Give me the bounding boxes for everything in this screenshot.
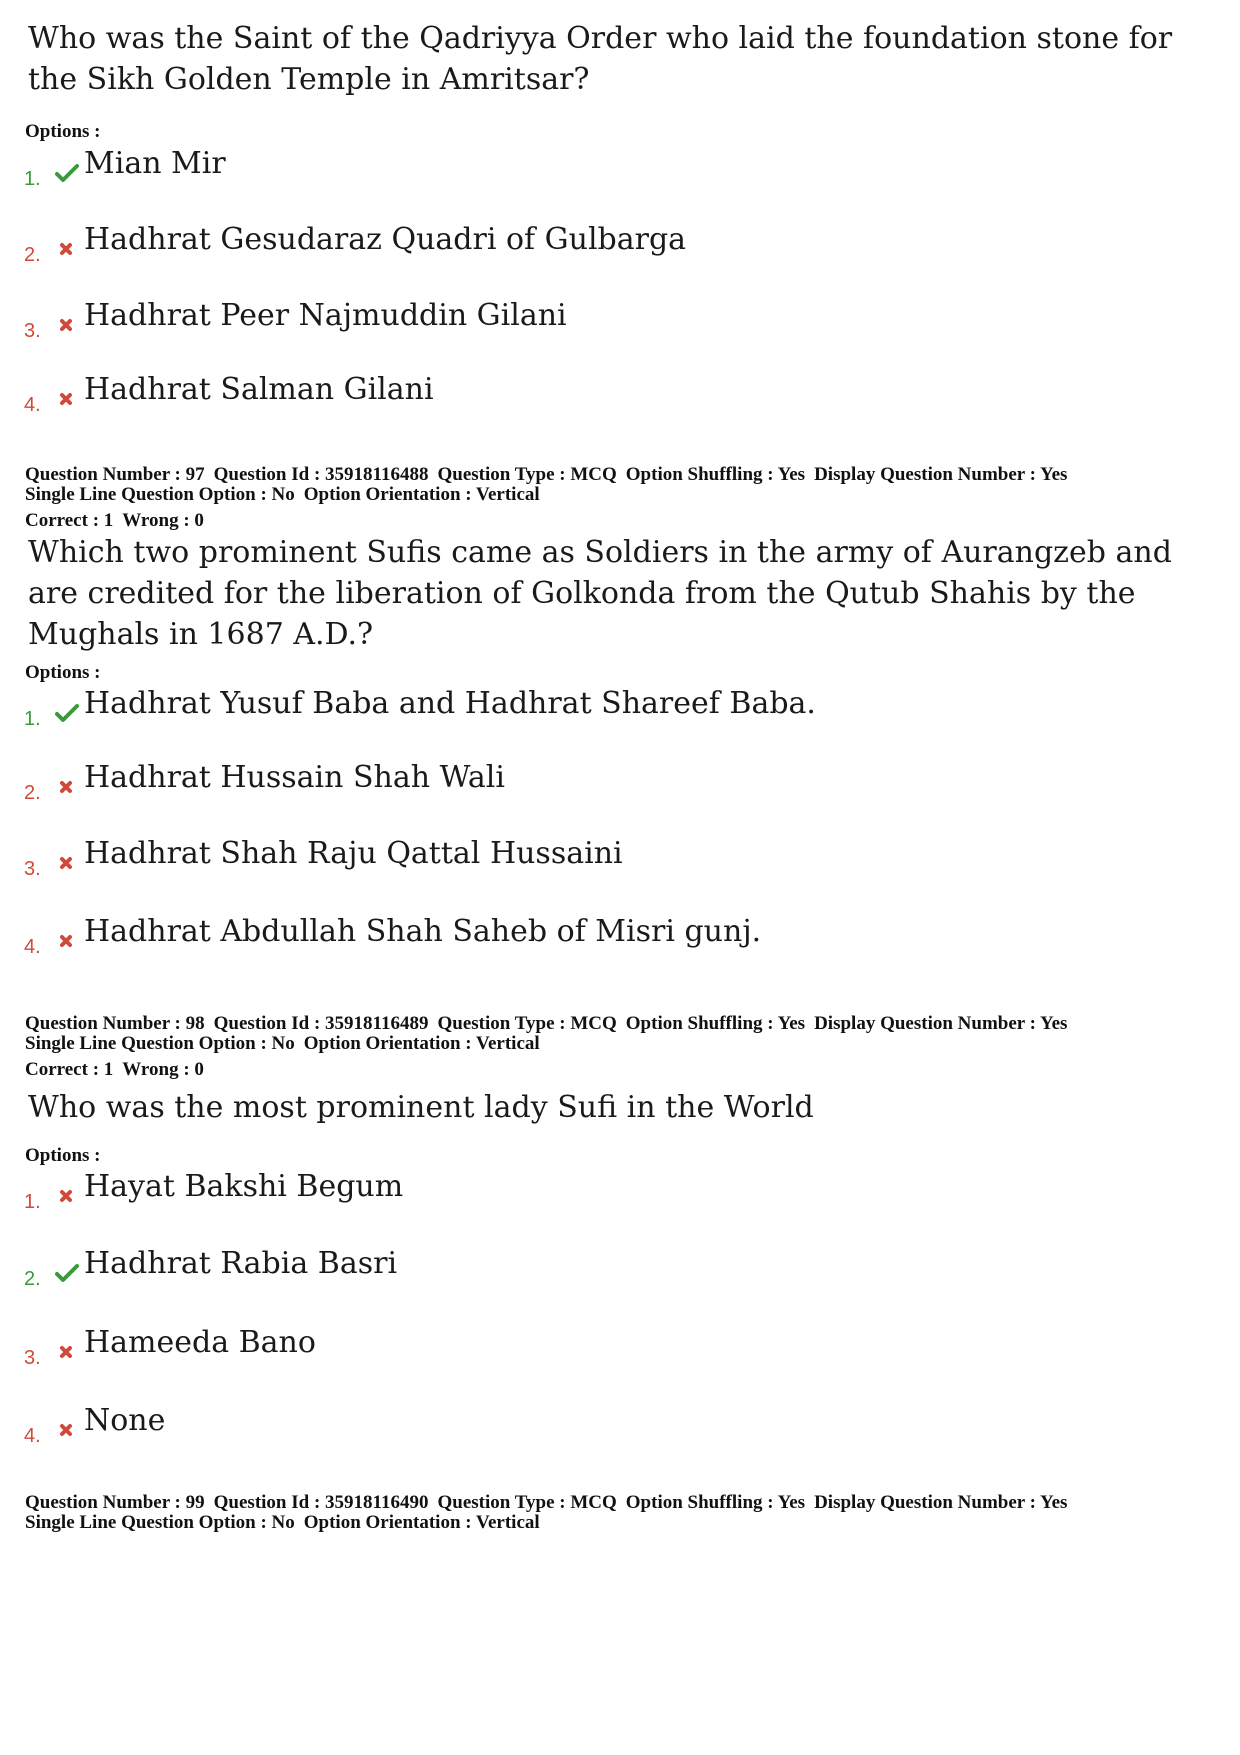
option-text: Hadhrat Gesudaraz Quadri of Gulbarga — [84, 222, 687, 257]
option-text: Hadhrat Shah Raju Qattal Hussaini — [84, 836, 623, 871]
wrong-cross-icon — [54, 236, 80, 262]
question-99-meta-line-1 — [25, 1492, 1225, 1513]
meta-field: Option Shuffling : Yes — [625, 1013, 806, 1034]
option-number: 4. — [24, 1425, 41, 1447]
option-text: Hameeda Bano — [84, 1325, 316, 1360]
option-item — [24, 372, 1124, 422]
wrong-cross-icon — [54, 1417, 80, 1443]
meta-field: Single Line Question Option : No — [25, 1512, 295, 1533]
option-item — [24, 222, 1124, 272]
question-98-text: Who was the most prominent lady Sufi in the World — [28, 1090, 814, 1125]
option-text: Mian Mir — [84, 146, 226, 181]
option-text: Hayat Bakshi Begum — [84, 1169, 404, 1204]
option-item — [24, 686, 1124, 736]
option-item — [24, 914, 1124, 964]
option-number: 2. — [24, 244, 41, 266]
option-text: Hadhrat Abdullah Shah Saheb of Misri gunj. — [84, 914, 762, 949]
correct-check-icon — [54, 1260, 80, 1286]
option-number: 2. — [24, 782, 41, 804]
question-99-meta-line-2 — [25, 1512, 1225, 1533]
meta-field: Question Type : MCQ — [437, 1013, 617, 1034]
option-number: 2. — [24, 1268, 41, 1290]
wrong-cross-icon — [54, 312, 80, 338]
question-98-meta-line-1 — [25, 1013, 1225, 1034]
wrong-cross-icon — [54, 1339, 80, 1365]
meta-field: Option Orientation : Vertical — [303, 1033, 540, 1054]
question-97-meta-line-2 — [25, 484, 1225, 505]
option-number: 3. — [24, 320, 41, 342]
meta-field: Question Type : MCQ — [437, 464, 617, 485]
wrong-cross-icon — [54, 1183, 80, 1209]
meta-field: Question Type : MCQ — [437, 1492, 617, 1513]
meta-field: Display Question Number : Yes — [814, 1492, 1068, 1513]
correct-check-icon — [54, 700, 80, 726]
option-item — [24, 1403, 1124, 1453]
meta-field: Single Line Question Option : No — [25, 1033, 295, 1054]
meta-field: Option Orientation : Vertical — [303, 484, 540, 505]
question-97-options-label: Options : — [25, 662, 101, 683]
option-item — [24, 1246, 1124, 1296]
wrong-cross-icon — [54, 928, 80, 954]
option-number: 1. — [24, 168, 41, 190]
option-number: 3. — [24, 858, 41, 880]
meta-field: Correct : 1 — [25, 510, 114, 531]
option-number: 3. — [24, 1347, 41, 1369]
meta-field: Wrong : 0 — [122, 1059, 204, 1080]
option-item — [24, 146, 1124, 196]
question-98-score — [25, 1059, 1225, 1080]
meta-field: Question Number : 98 — [25, 1013, 205, 1034]
option-item — [24, 836, 1124, 886]
option-item — [24, 298, 1124, 348]
wrong-cross-icon — [54, 850, 80, 876]
meta-field: Option Orientation : Vertical — [303, 1512, 540, 1533]
question-97-text: Which two prominent Sufis came as Soldiers in the army of Aurangzeb and are credited for the liberation of Golkonda from the Qutub Shahis by the Mughals in 1687 A.D.? — [28, 535, 1172, 652]
wrong-cross-icon — [54, 386, 80, 412]
option-item — [24, 1169, 1124, 1219]
question-96-text: Who was the Saint of the Qadriyya Order who laid the foundation stone for the Sikh Golden Temple in Amritsar? — [28, 21, 1173, 97]
meta-field: Question Id : 35918116488 — [213, 464, 429, 485]
option-text: Hadhrat Yusuf Baba and Hadhrat Shareef Baba. — [84, 686, 816, 721]
meta-field: Option Shuffling : Yes — [625, 1492, 806, 1513]
question-97-meta-line-1 — [25, 464, 1225, 485]
option-text: Hadhrat Peer Najmuddin Gilani — [84, 298, 567, 333]
option-number: 4. — [24, 936, 41, 958]
option-text: Hadhrat Salman Gilani — [84, 372, 434, 407]
option-text: None — [84, 1403, 166, 1438]
question-98-meta-line-2 — [25, 1033, 1225, 1054]
meta-field: Display Question Number : Yes — [814, 1013, 1068, 1034]
option-item — [24, 760, 1124, 810]
correct-check-icon — [54, 160, 80, 186]
question-96-options-label: Options : — [25, 121, 101, 142]
meta-field: Question Id : 35918116489 — [213, 1013, 429, 1034]
option-item — [24, 1325, 1124, 1375]
meta-field: Display Question Number : Yes — [814, 464, 1068, 485]
option-number: 1. — [24, 708, 41, 730]
meta-field: Correct : 1 — [25, 1059, 114, 1080]
question-98-options-label: Options : — [25, 1145, 101, 1166]
meta-field: Option Shuffling : Yes — [625, 464, 806, 485]
option-text: Hadhrat Rabia Basri — [84, 1246, 398, 1281]
question-97-score — [25, 510, 1225, 531]
option-number: 1. — [24, 1191, 41, 1213]
wrong-cross-icon — [54, 774, 80, 800]
option-number: 4. — [24, 394, 41, 416]
meta-field: Wrong : 0 — [122, 510, 204, 531]
option-text: Hadhrat Hussain Shah Wali — [84, 760, 505, 795]
meta-field: Question Number : 99 — [25, 1492, 205, 1513]
meta-field: Single Line Question Option : No — [25, 484, 295, 505]
meta-field: Question Number : 97 — [25, 464, 205, 485]
meta-field: Question Id : 35918116490 — [213, 1492, 429, 1513]
